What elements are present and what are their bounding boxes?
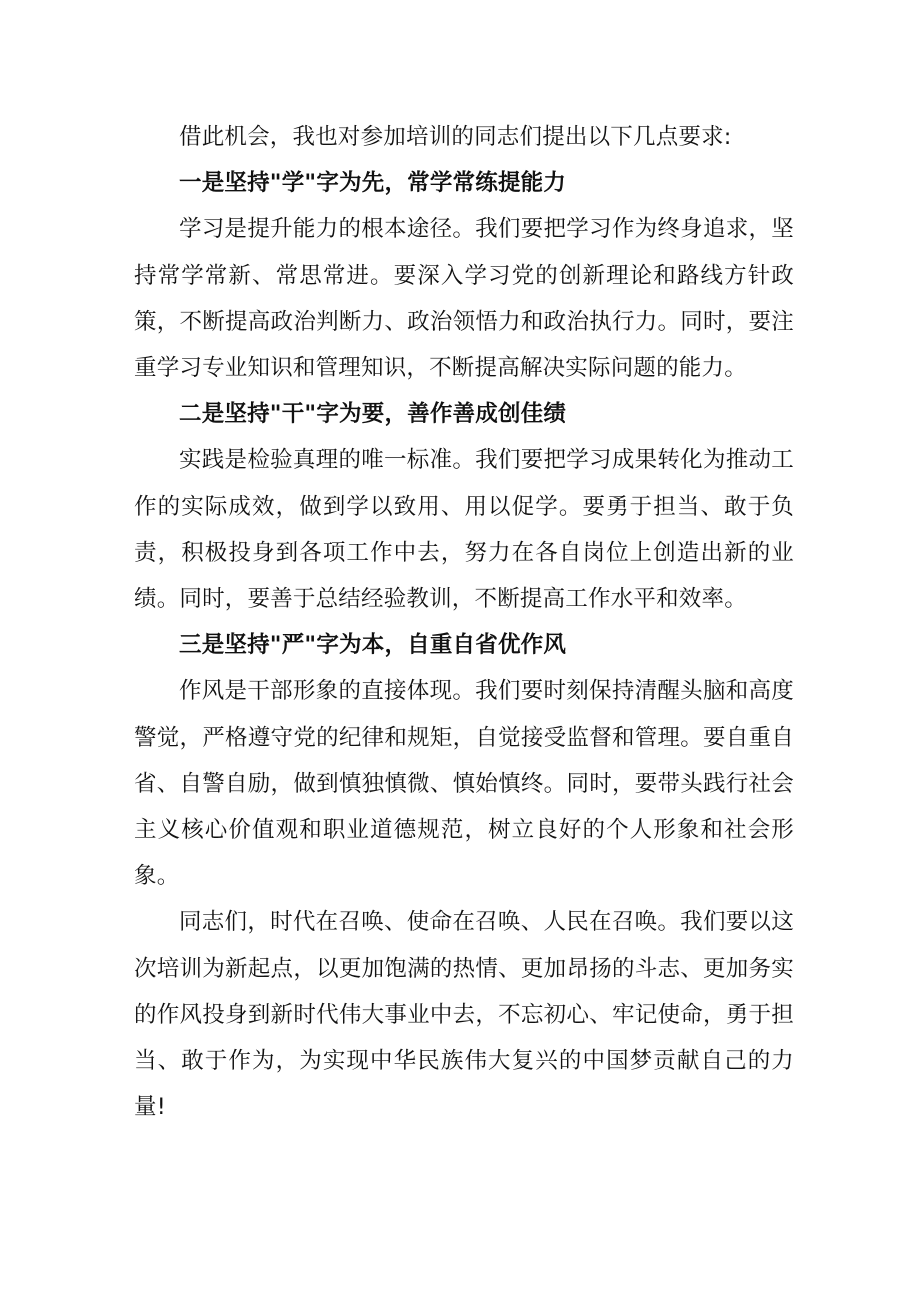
section-2-body: 实践是检验真理的唯一标准。我们要把学习成果转化为推动工作的实际成效，做到学以致用、用以促学。要勇于担当、敢于负责，积极投身到各项工作中去，努力在各自岗位上创造出新的业绩。同时，要善于总结经验教训，不断提高工作水平和效率。 [134,447,794,613]
document-body [134,114,794,1130]
section-1-heading: 一是坚持"学"字为先，常学常练提能力 [179,170,567,197]
section-1-body: 学习是提升能力的根本途径。我们要把学习作为终身追求，坚持常学常新、常思常进。要深入学习党的创新理论和路线方针政策，不断提高政治判断力、政治领悟力和政治执行力。同时，要注重学习专业知识和管理知识，不断提高解决实际问题的能力。 [134,216,794,382]
closing-paragraph: 同志们，时代在召唤、使命在召唤、人民在召唤。我们要以这次培训为新起点，以更加饱满的热情、更加昂扬的斗志、更加务实的作风投身到新时代伟大事业中去，不忘初心、牢记使命，勇于担当、敢于作为，为实现中华民族伟大复兴的中国梦贡献自己的力量! [134,909,794,1121]
section-2-heading: 二是坚持"干"字为要，善作善成创佳绩 [179,401,567,428]
section-3-body: 作风是干部形象的直接体现。我们要时刻保持清醒头脑和高度警觉，严格遵守党的纪律和规矩，自觉接受监督和管理。要自重自省、自警自励，做到慎独慎微、慎始慎终。同时，要带头践行社会主义核心价值观和职业道德规范，树立良好的个人形象和社会形象。 [134,678,794,890]
section-3-heading: 三是坚持"严"字为本，自重自省优作风 [179,632,567,659]
intro-paragraph: 借此机会，我也对参加培训的同志们提出以下几点要求: [179,124,732,150]
